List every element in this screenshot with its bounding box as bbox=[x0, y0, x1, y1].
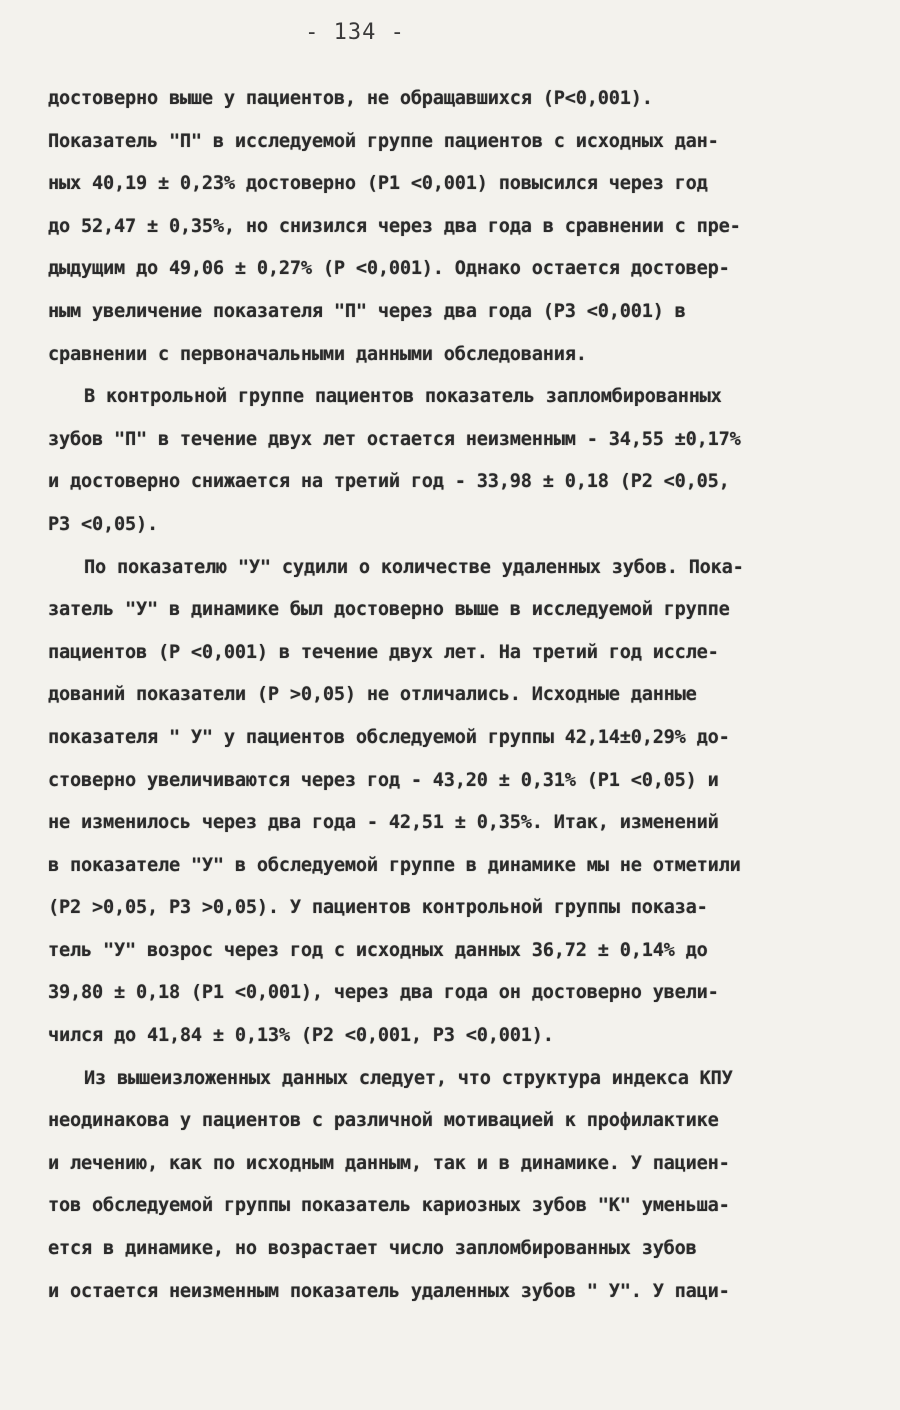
body-text bbox=[48, 78, 848, 1313]
text-line: сравнении с первоначальными данными обследования. bbox=[48, 343, 587, 365]
text-line: ется в динамике, но возрастает число запломбированных зубов bbox=[48, 1238, 697, 1260]
text-line: стоверно увеличиваются через год - 43,20 ± 0,31% (Р1 <0,05) и bbox=[48, 769, 719, 791]
text-line: Из вышеизложенных данных следует, что структура индекса КПУ bbox=[84, 1067, 733, 1089]
text-line: и достоверно снижается на третий год - 33,98 ± 0,18 (Р2 <0,05, bbox=[48, 471, 730, 493]
text-line: дований показатели (Р >0,05) не отличались. Исходные данные bbox=[48, 684, 697, 706]
text-line: в показателе "У" в обследуемой группе в динамике мы не отметили bbox=[48, 854, 741, 876]
text-line: Показатель "П" в исследуемой группе пациентов с исходных дан- bbox=[48, 130, 719, 152]
text-line: тель "У" возрос через год с исходных данных 36,72 ± 0,14% до bbox=[48, 939, 708, 961]
text-line: затель "У" в динамике был достоверно выше в исследуемой группе bbox=[48, 599, 730, 621]
text-line: Р3 <0,05). bbox=[48, 513, 158, 535]
page-number: - 134 - bbox=[305, 20, 405, 45]
text-line: и лечению, как по исходным данным, так и в динамике. У пациен- bbox=[48, 1152, 730, 1174]
text-line: достоверно выше у пациентов, не обращавшихся (Р<0,001). bbox=[48, 88, 653, 109]
text-line: тов обследуемой группы показатель кариозных зубов "К" уменьша- bbox=[48, 1195, 730, 1217]
text-line: не изменилось через два года - 42,51 ± 0,35%. Итак, изменений bbox=[48, 812, 719, 834]
text-line: ным увеличение показателя "П" через два года (Р3 <0,001) в bbox=[48, 300, 686, 322]
text-line: чился до 41,84 ± 0,13% (Р2 <0,001, Р3 <0,001). bbox=[48, 1025, 554, 1047]
text-line: показателя " У" у пациентов обследуемой группы 42,14±0,29% до- bbox=[48, 726, 730, 748]
text-line: до 52,47 ± 0,35%, но снизился через два года в сравнении с пре- bbox=[48, 215, 741, 237]
text-line: и остается неизменным показатель удаленных зубов " У". У паци- bbox=[48, 1280, 730, 1302]
text-line: ных 40,19 ± 0,23% достоверно (Р1 <0,001) повысился через год bbox=[48, 173, 708, 195]
text-line: пациентов (Р <0,001) в течение двух лет. На третий год иссле- bbox=[48, 641, 719, 663]
text-line: дыдущим до 49,06 ± 0,27% (Р <0,001). Однако остается достовер- bbox=[48, 258, 730, 280]
text-line: зубов "П" в течение двух лет остается неизменным - 34,55 ±0,17% bbox=[48, 428, 741, 450]
text-line: По показателю "У" судили о количестве удаленных зубов. Пока- bbox=[84, 556, 744, 578]
text-line: В контрольной группе пациентов показатель запломбированных bbox=[84, 386, 722, 408]
text-line: 39,80 ± 0,18 (Р1 <0,001), через два года он достоверно увели- bbox=[48, 982, 719, 1004]
text-line: (Р2 >0,05, Р3 >0,05). У пациентов контрольной группы показа- bbox=[48, 897, 708, 919]
text-line: неодинакова у пациентов с различной мотивацией к профилактике bbox=[48, 1110, 719, 1132]
